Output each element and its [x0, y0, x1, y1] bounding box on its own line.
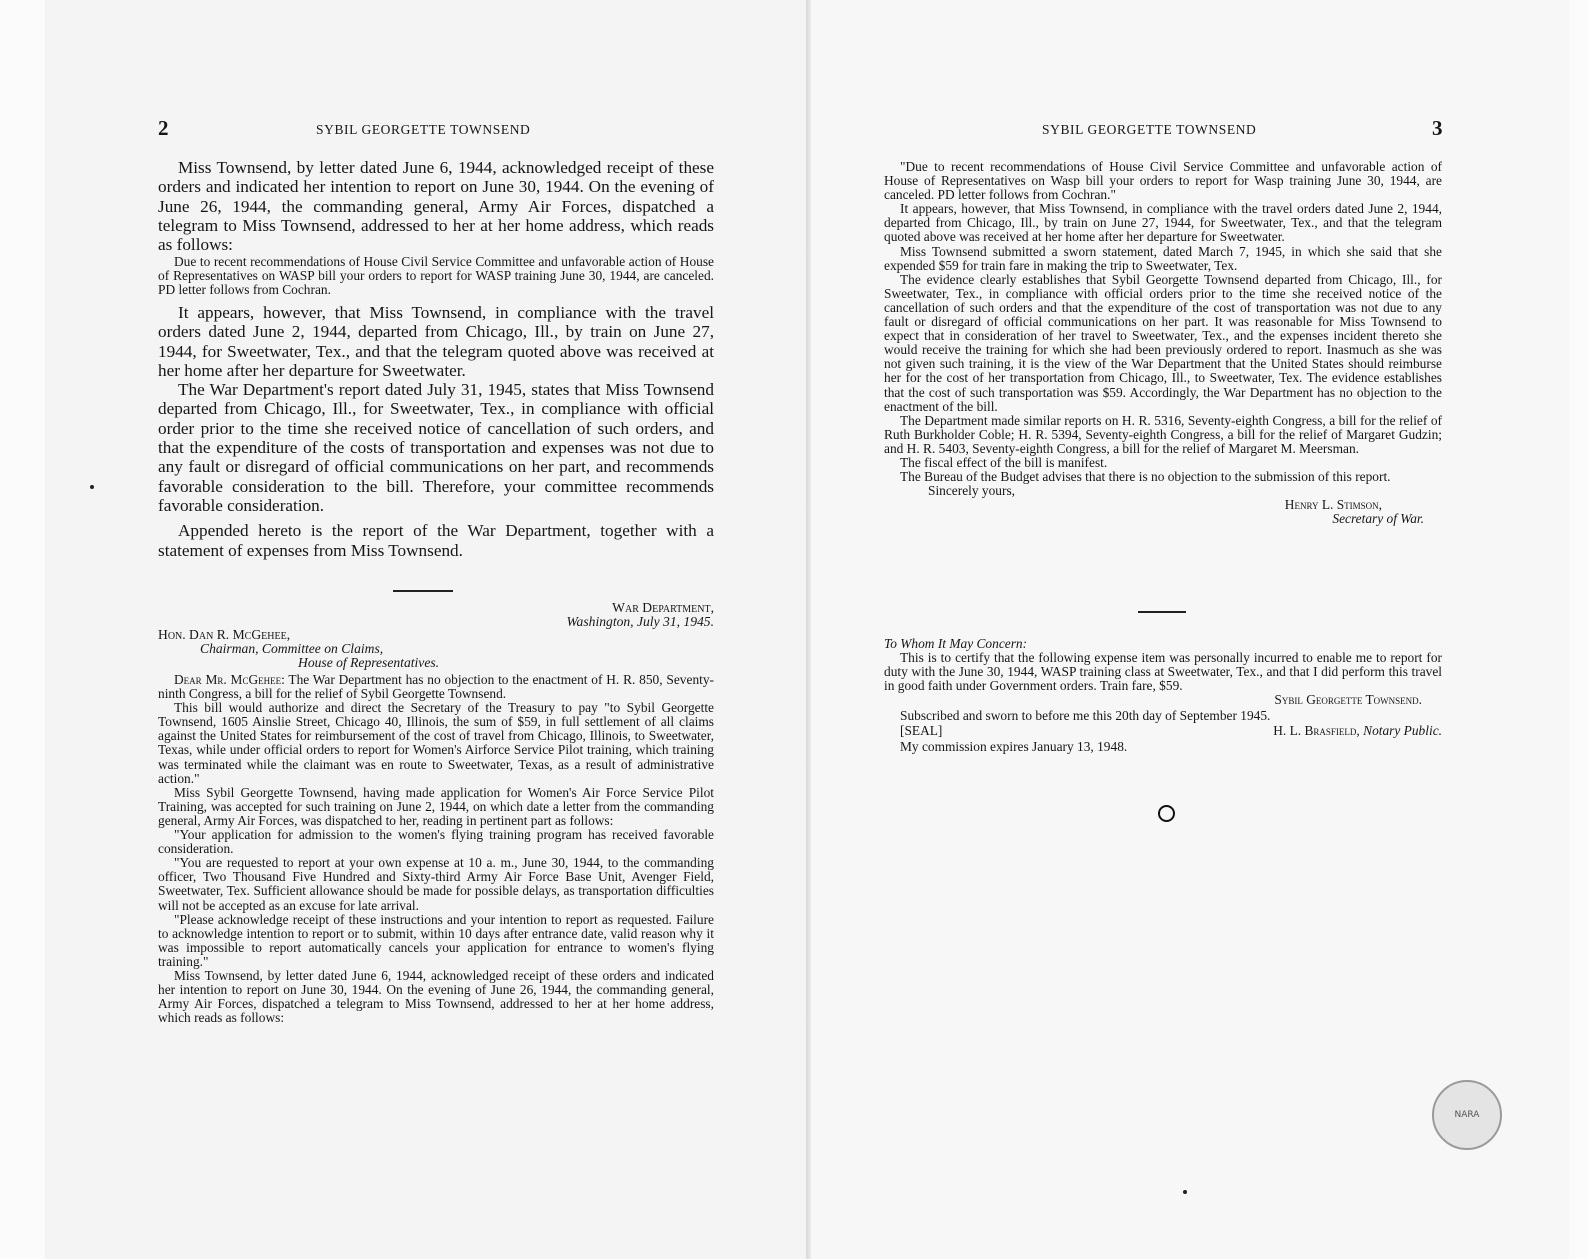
- paragraph: "Due to recent recommendations of House Civil Service Committee and unfavorable action of House of Representatives on Wasp bill your orders to report for Wasp training June 30, 1944, are canceled. PD letter follows from Cochran.": [884, 159, 1442, 203]
- salutation: Dear Mr. McGehee:: [174, 672, 285, 687]
- certificate-signer: Sybil Georgette Townsend.: [1274, 692, 1422, 708]
- paragraph: Appended hereto is the report of the War Department, together with a statement of expenses from Miss Townsend.: [158, 521, 714, 560]
- letter-dateline: Washington, July 31, 1945.: [566, 614, 714, 629]
- seal-label: [SEAL]: [900, 722, 943, 738]
- archive-stamp: NARA: [1432, 1080, 1502, 1150]
- running-header-left: SYBIL GEORGETTE TOWNSEND: [316, 122, 531, 137]
- commission-expiry: My commission expires January 13, 1948.: [900, 738, 1128, 754]
- speck: [1183, 1190, 1187, 1194]
- closing: Sincerely yours,: [928, 483, 1016, 499]
- paragraph: Miss Sybil Georgette Townsend, having made application for Women's Air Force Service Pilot Training, was accepted for such training on June 2, 1944, on which date a letter from the commanding general, Army Air Forces, was dispatched to her, reading in pertinent part as follows:: [158, 784, 714, 828]
- addressee-name: Hon. Dan R. McGehee,: [158, 627, 291, 642]
- notary-line: [884, 724, 1442, 738]
- page-number-right: 3: [1432, 116, 1443, 140]
- addressee-title: Chairman, Committee on Claims,: [200, 641, 384, 656]
- notary-name: H. L. Brasfield,: [1273, 722, 1360, 738]
- paragraph: "Please acknowledge receipt of these instructions and your intention to report as requested. Failure to acknowledge intention to report or to submit, within 10 days after entrance date, valid reason why it was impossible to report automatically cancels your application for entrance to women's flying training.": [158, 911, 714, 969]
- certificate: [884, 637, 1442, 754]
- telegram-quote: [158, 255, 714, 298]
- paragraph: It appears, however, that Miss Townsend, in compliance with the travel orders dated June 2, 1944, departed from Chicago, Ill., by train on June 27, 1944, for Sweetwater, Tex., and that the telegram quoted above was received at her home after her departure for Sweetwater.: [884, 201, 1442, 245]
- telegram-text: Due to recent recommendations of House Civil Service Committee and unfavorable action of House of Representatives on WASP bill your orders to report for WASP training June 30, 1944, are canceled. PD letter follows from Cochran.: [158, 254, 714, 298]
- paragraph: The War Department's report dated July 31, 1945, states that Miss Townsend departed from Chicago, Ill., for Sweetwater, Tex., in compliance with official order prior to the time she received notice of cancellation of such orders, and that the expenditure of the costs of transportation and expenses was not due to any fault or disregard of official communications on her part, and recommends favorable consideration to the bill. Therefore, your committee recommends favorable consideration.: [158, 380, 714, 515]
- left-body-1: [158, 158, 714, 254]
- letter-dateline-block: [460, 601, 714, 629]
- paragraph: The Bureau of the Budget advises that there is no objection to the submission of this report.: [900, 469, 1391, 485]
- certificate-heading: To Whom It May Concern:: [884, 636, 1028, 651]
- letter-dept: War Department,: [612, 600, 714, 615]
- paragraph: Miss Townsend, by letter dated June 6, 1944, acknowledged receipt of these orders and indicated her intention to report on June 30, 1944. On the evening of June 26, 1944, the commanding general, Army Air Forces, dispatched a telegram to Miss Townsend, addressed to her at her home address, which reads as follows:: [158, 158, 714, 255]
- paragraph: "Your application for admission to the women's flying training program has received favorable consideration.: [158, 827, 714, 857]
- left-body-2: [158, 303, 714, 560]
- page-number-left: 2: [158, 116, 169, 140]
- paragraph: The evidence clearly establishes that Sybil Georgette Townsend departed from Chicago, Ill., for Sweetwater, Tex., in compliance with official orders prior to the time she received notice of the cancellation of such orders and that the expenditure of the cost of transportation was not due to any fault or disregard of official communications on her part. It was reasonable for Miss Townsend to expect that in consideration of her travel to Sweetwater, Tex., and the expenses incident thereto she would receive the training for which she had been previously ordered to report. Inasmuch as she was not given such training, it is the view of the War Department that the United States should reimburse her for the cost of her transportation from Chicago, Ill., to Sweetwater, Tex. The evidence establishes that the cost of such transportation was $59. Accordingly, the War Department has no objection to the enactment of the bill.: [884, 271, 1442, 414]
- letter-addressee: [158, 628, 714, 670]
- end-mark-circle: [1158, 805, 1175, 822]
- sworn-statement: Subscribed and sworn to before me this 20th day of September 1945.: [900, 708, 1271, 724]
- speck: [90, 485, 94, 489]
- paragraph: Miss Townsend submitted a sworn statement, dated March 7, 1945, in which she said that she expended $59 for train fare in making the trip to Sweetwater, Tex.: [884, 243, 1442, 273]
- paragraph: This bill would authorize and direct the Secretary of the Treasury to pay "to Sybil Georgette Townsend, 1605 Ainslie Street, Chicago 40, Illinois, the sum of $59, in full settlement of all claims against the United States for reimbursement of the cost of travel from Chicago, Illinois, to Sweetwater, Texas, while under official orders to report for Women's Airforce Service Pilot training, which training was terminated while the claimant was en route to Sweetwater, Texas, as a result of administrative action.": [158, 700, 714, 786]
- right-body: [884, 160, 1442, 526]
- running-header-right: SYBIL GEORGETTE TOWNSEND: [1042, 122, 1257, 137]
- paragraph: It appears, however, that Miss Townsend, in compliance with the travel orders dated June 2, 1944, departed from Chicago, Ill., by train on June 27, 1944, for Sweetwater, Tex., and that the telegram quoted above was received at her home after her departure for Sweetwater.: [158, 303, 714, 380]
- section-rule: [393, 590, 453, 592]
- section-rule-right: [1138, 611, 1186, 613]
- notary-title: Notary Public.: [1363, 722, 1442, 738]
- addressee-house: House of Representatives.: [298, 655, 440, 670]
- paragraph: The Department made similar reports on H. R. 5316, Seventy-eighth Congress, a bill for the relief of Ruth Burkholder Coble; H. R. 5394, Seventy-eighth Congress, a bill for the relief of Margaret Gudzin; and H. R. 5403, Seventy-eighth Congress, a bill for the relief of Margaret M. Meersman.: [884, 412, 1442, 456]
- letter-opening: The War Department has no objection to the enactment of H. R. 850, Seventy-ninth Congress, a bill for the relief of Sybil Georgette Townsend.: [158, 672, 715, 702]
- signer-name: Henry L. Stimson,: [1284, 497, 1382, 513]
- signer-title: Secretary of War.: [1332, 511, 1424, 527]
- certificate-text: This is to certify that the following expense item was personally incurred to enable me to report for duty with the June 30, 1944, WASP training class at Sweetwater, Tex., and that I did perform this travel in good faith under Government orders. Train fare, $59.: [884, 650, 1442, 694]
- paragraph: "You are requested to report at your own expense at 10 a. m., June 30, 1944, to the commanding officer, Two Thousand Five Hundred and Sixty-third Army Air Force Base Unit, Avenger Field, Sweetwater, Tex. Sufficient allowance should be made for possible delays, as transportation difficulties will not be accepted as an excuse for late arrival.: [158, 855, 714, 913]
- paragraph: The fiscal effect of the bill is manifest.: [900, 454, 1108, 470]
- letter-body: [158, 673, 714, 1025]
- paragraph: Miss Townsend, by letter dated June 6, 1944, acknowledged receipt of these orders and indicated her intention to report on June 30, 1944. On the evening of June 26, 1944, the commanding general, Army Air Forces, dispatched a telegram to Miss Townsend, addressed to her at her home address, which reads as follows:: [158, 967, 714, 1026]
